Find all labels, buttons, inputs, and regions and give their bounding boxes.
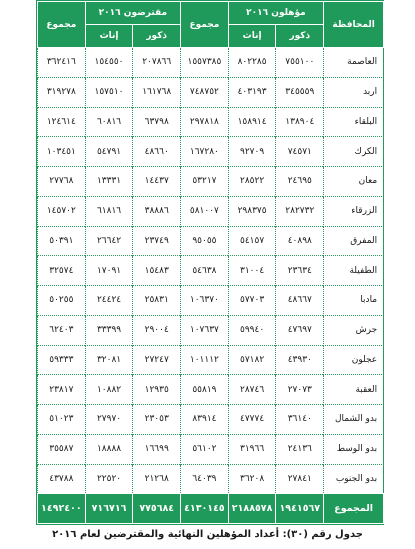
borrowers-females-cell: ١٧٠٩١ xyxy=(85,256,133,286)
qualified-males-cell: ٣٤٥٥٥٩ xyxy=(276,77,324,107)
qualified-males-cell: ١٣٨٩٠٤ xyxy=(276,107,324,137)
borrowers-total-cell: ١٤٥٧٠٢ xyxy=(38,196,86,226)
governorate-cell: مادبا xyxy=(324,286,384,316)
borrowers-females-cell: ١٠٨٨٢ xyxy=(85,375,133,405)
governorate-cell: معان xyxy=(324,167,384,197)
governorate-cell: بدو الشمال xyxy=(324,405,384,435)
qualified-females-cell: ٤٠٣١٩٣ xyxy=(228,77,276,107)
header-qualified-total: مجموع xyxy=(181,2,229,48)
qualified-males-cell: ٤٣٩٣٠ xyxy=(276,345,324,375)
borrowers-females-cell: ٦١٨١٦ xyxy=(85,196,133,226)
borrowers-females-cell: ٣٣٣٩٩ xyxy=(85,315,133,345)
qualified-males-cell: ٢٧٠٧٣ xyxy=(276,375,324,405)
table-row xyxy=(38,405,384,435)
borrowers-males-cell: ٣٨٨٨٦ xyxy=(133,196,181,226)
borrowers-males-cell: ٢٠٧٨٦٦ xyxy=(133,48,181,78)
qualified-males-cell: ٢٣٦٣٤ xyxy=(276,256,324,286)
borrowers-total-cell: ٣٦٢٤١٦ xyxy=(38,48,86,78)
borrowers-males-cell: ٢٣٠٥٣ xyxy=(133,405,181,435)
header-borrowers-total: مجموع xyxy=(38,2,86,48)
borrowers-total-cell: ١٠٣٤٥١ xyxy=(38,137,86,167)
table-row xyxy=(38,256,384,286)
borrowers-total-cell: ٥٠٢٥٥ xyxy=(38,286,86,316)
qualified-total-cell: ٨٣٩١٤ xyxy=(181,405,229,435)
qualified-females-cell: ٥٧١٨٢ xyxy=(228,345,276,375)
borrowers-total-cell: ٥٩٣٣٣ xyxy=(38,345,86,375)
borrowers-females-cell: ١٣٣٣١ xyxy=(85,167,133,197)
borrowers-males-cell: ١٦٦٩٩ xyxy=(133,434,181,464)
table-row xyxy=(38,286,384,316)
governorate-cell: بدو الجنوب xyxy=(324,464,384,494)
borrowers-males-cell: ٢٩٠٠٤ xyxy=(133,315,181,345)
governorate-cell: الطفيلة xyxy=(324,256,384,286)
borrowers-males-cell: ٦٣٧٩٨ xyxy=(133,107,181,137)
borrowers-females-cell: ٢٢٥٢٠ xyxy=(85,464,133,494)
qualified-females-cell: ٣١٩٦٦ xyxy=(228,434,276,464)
table-row xyxy=(38,48,384,78)
qualified-females-cell: ٢٩٨٣٧٥ xyxy=(228,196,276,226)
qualified-males-cell: ٢٤١٣٦ xyxy=(276,434,324,464)
qualified-females-cell: ٥٧٧٠٣ xyxy=(228,286,276,316)
qualified-total-cell: ٩٥٠٥٥ xyxy=(181,226,229,256)
qualified-males-cell: ٤٠٨٩٨ xyxy=(276,226,324,256)
governorate-cell: المفرق xyxy=(324,226,384,256)
borrowers-total-cell: ٦٢٤٠٣ xyxy=(38,315,86,345)
table-row xyxy=(38,464,384,494)
governorate-cell: البلقاء xyxy=(324,107,384,137)
header-qualified-females: إناث xyxy=(228,25,276,48)
qualified-males-cell: ٤٨٦٦٧ xyxy=(276,286,324,316)
borrowers-total-cell: ٥٠٣٩١ xyxy=(38,226,86,256)
qualified-borrowers-table xyxy=(37,1,384,524)
table-row xyxy=(38,167,384,197)
total-row xyxy=(38,494,384,524)
borrowers-total-cell: ٣٢٥٧٤ xyxy=(38,256,86,286)
qualified-total-cell: ١٠٧٦٣٧ xyxy=(181,315,229,345)
table-body xyxy=(38,48,384,524)
borrowers-total-cell: ٢٣٨١٧ xyxy=(38,375,86,405)
borrowers-total-cell: ٣١٩٢٧٨ xyxy=(38,77,86,107)
table-row xyxy=(38,315,384,345)
governorate-cell: عجلون xyxy=(324,345,384,375)
total-borrowers-females-cell: ٧١٦٧١٦ xyxy=(85,494,133,524)
qualified-total-cell: ٦٤٠٣٩ xyxy=(181,464,229,494)
qualified-total-cell: ٥٦١٠٢ xyxy=(181,434,229,464)
borrowers-males-cell: ١٥٤٨٣ xyxy=(133,256,181,286)
header-qualified-males: ذكور xyxy=(276,25,324,48)
borrowers-males-cell: ١٦١٧٦٨ xyxy=(133,77,181,107)
qualified-females-cell: ٢٨٥٢٢ xyxy=(228,167,276,197)
borrowers-males-cell: ١٤٤٣٧ xyxy=(133,167,181,197)
qualified-females-cell: ٣١٠٠٤ xyxy=(228,256,276,286)
qualified-total-cell: ٢٩٧٨١٨ xyxy=(181,107,229,137)
header-borrowers-females: إناث xyxy=(85,25,133,48)
total-borrowers-males-cell: ٧٧٥٦٨٤ xyxy=(133,494,181,524)
qualified-females-cell: ٥٤١٥٧ xyxy=(228,226,276,256)
borrowers-males-cell: ٢١٢٦٨ xyxy=(133,464,181,494)
table-caption: جدول رقم (٣٠): أعداد المؤهلين النهائية والمقترضين لعام ٢٠١٦ xyxy=(52,529,363,540)
qualified-total-cell: ١٦٧٢٨٠ xyxy=(181,137,229,167)
qualified-males-cell: ٢٨٢٧٣٢ xyxy=(276,196,324,226)
borrowers-females-cell: ٢٤٤٢٤ xyxy=(85,286,133,316)
total-governorate-cell: المجموع xyxy=(324,494,384,524)
borrowers-total-cell: ٣٥٥٨٧ xyxy=(38,434,86,464)
qualified-total-cell: ٥٤٦٣٨ xyxy=(181,256,229,286)
borrowers-total-cell: ١٢٤٦١٤ xyxy=(38,107,86,137)
borrowers-total-cell: ٢٧٧٦٨ xyxy=(38,167,86,197)
total-qualified-total-cell: ٤١٣٠١٤٥ xyxy=(181,494,229,524)
borrowers-total-cell: ٤٣٧٨٨ xyxy=(38,464,86,494)
qualified-total-cell: ٥٣٢١٧ xyxy=(181,167,229,197)
header-borrowers-group: مقترضون ٢٠١٦ xyxy=(85,2,180,25)
table-row xyxy=(38,77,384,107)
governorate-cell: العاصمة xyxy=(324,48,384,78)
qualified-total-cell: ٥٨١٠٠٧ xyxy=(181,196,229,226)
borrowers-males-cell: ١٢٩٣٥ xyxy=(133,375,181,405)
borrowers-females-cell: ٥٤٧٩١ xyxy=(85,137,133,167)
qualified-females-cell: ٣٦٢٠٨ xyxy=(228,464,276,494)
governorate-cell: العقبة xyxy=(324,375,384,405)
qualified-females-cell: ٨٠٢٢٨٥ xyxy=(228,48,276,78)
qualified-females-cell: ٤٧٧٧٤ xyxy=(228,405,276,435)
qualified-females-cell: ٢٨٧٤٦ xyxy=(228,375,276,405)
borrowers-males-cell: ٢٥٨٣١ xyxy=(133,286,181,316)
borrowers-total-cell: ٥١٠٢٣ xyxy=(38,405,86,435)
total-qualified-males-cell: ١٩٤١٥٦٧ xyxy=(276,494,324,524)
table-row xyxy=(38,375,384,405)
statistics-table-container xyxy=(36,0,384,525)
qualified-females-cell: ٥٩٩٤٠ xyxy=(228,315,276,345)
borrowers-females-cell: ١٨٨٨٨ xyxy=(85,434,133,464)
qualified-females-cell: ١٥٨٩١٤ xyxy=(228,107,276,137)
borrowers-females-cell: ١٥٤٥٥٠ xyxy=(85,48,133,78)
header-governorate: المحافظة xyxy=(324,2,384,48)
governorate-cell: الزرقاء xyxy=(324,196,384,226)
table-row xyxy=(38,137,384,167)
table-row xyxy=(38,434,384,464)
borrowers-females-cell: ٦٠٨١٦ xyxy=(85,107,133,137)
header-borrowers-males: ذكور xyxy=(133,25,181,48)
qualified-total-cell: ٥٥٨١٩ xyxy=(181,375,229,405)
qualified-males-cell: ٢٤٦٩٥ xyxy=(276,167,324,197)
qualified-total-cell: ١٠١١١٢ xyxy=(181,345,229,375)
qualified-females-cell: ٩٢٧٠٩ xyxy=(228,137,276,167)
borrowers-females-cell: ١٥٧٥١٠ xyxy=(85,77,133,107)
qualified-total-cell: ١٥٥٧٣٨٥ xyxy=(181,48,229,78)
qualified-total-cell: ١٠٦٣٧٠ xyxy=(181,286,229,316)
qualified-males-cell: ٧٤٥٧١ xyxy=(276,137,324,167)
qualified-males-cell: ٢٧٨٤١ xyxy=(276,464,324,494)
borrowers-males-cell: ٤٨٦٦٠ xyxy=(133,137,181,167)
qualified-males-cell: ٤٧٦٩٧ xyxy=(276,315,324,345)
governorate-cell: بدو الوسط xyxy=(324,434,384,464)
total-qualified-females-cell: ٢١٨٨٥٧٨ xyxy=(228,494,276,524)
table-row xyxy=(38,226,384,256)
governorate-cell: الكرك xyxy=(324,137,384,167)
borrowers-females-cell: ٢٧٩٧٠ xyxy=(85,405,133,435)
qualified-males-cell: ٣٦١٤٠ xyxy=(276,405,324,435)
table-row xyxy=(38,345,384,375)
borrowers-females-cell: ٢٦٦٤٢ xyxy=(85,226,133,256)
borrowers-males-cell: ٢٣٧٤٩ xyxy=(133,226,181,256)
governorate-cell: اربد xyxy=(324,77,384,107)
qualified-males-cell: ٧٥٥١٠٠ xyxy=(276,48,324,78)
table-row xyxy=(38,196,384,226)
qualified-total-cell: ٧٤٨٧٥٢ xyxy=(181,77,229,107)
borrowers-females-cell: ٣٢٠٨١ xyxy=(85,345,133,375)
governorate-cell: جرش xyxy=(324,315,384,345)
header-qualified-group: مؤهلون ٢٠١٦ xyxy=(228,2,323,25)
table-row xyxy=(38,107,384,137)
total-borrowers-total-cell: ١٤٩٢٤٠٠ xyxy=(38,494,86,524)
borrowers-males-cell: ٢٧٢٤٧ xyxy=(133,345,181,375)
